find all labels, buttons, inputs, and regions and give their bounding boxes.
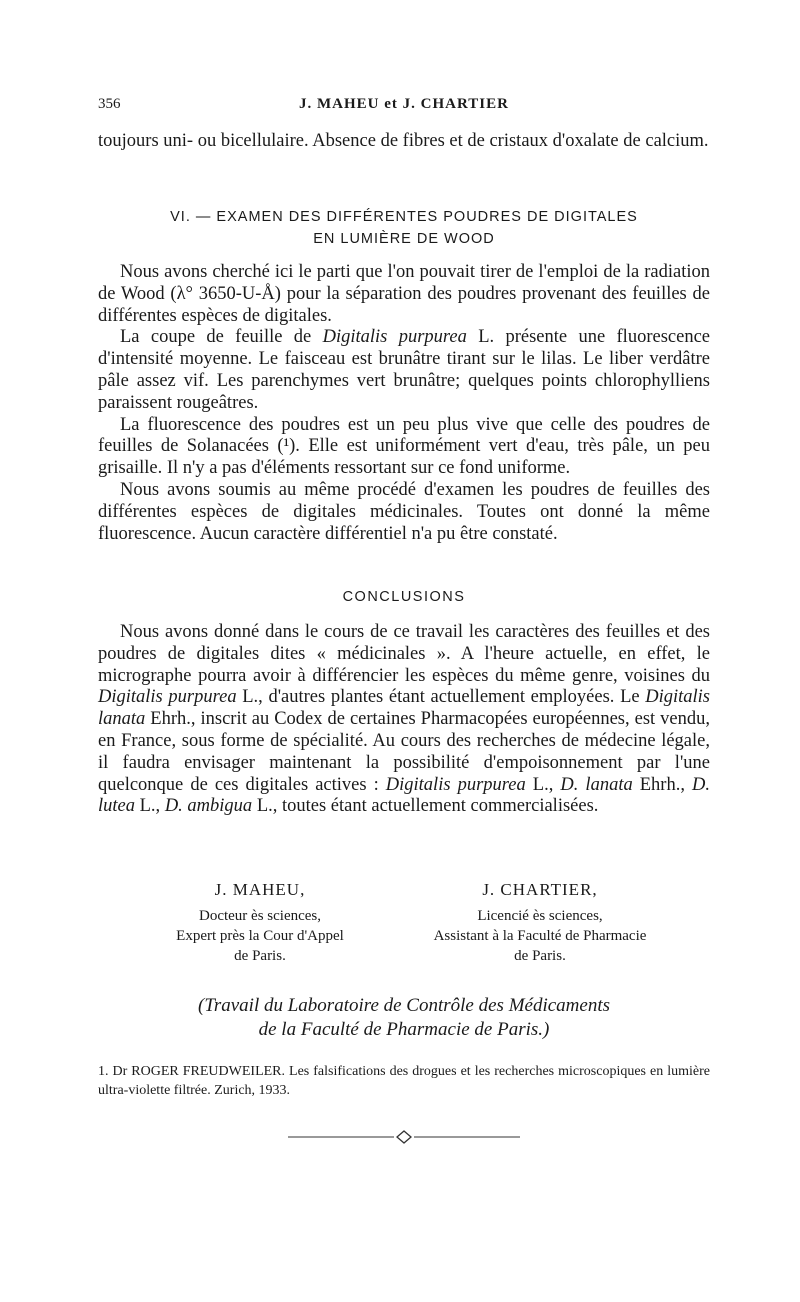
species-name: Digitalis purpurea (322, 327, 467, 348)
section-heading-line-1: VI. — EXAMEN DES DIFFÉRENTES POUDRES DE DIGITALES (170, 209, 638, 225)
signature-maheu (110, 880, 410, 966)
running-title: J. MAHEU et J. CHARTIER (299, 96, 509, 112)
author-title: Expert près la Cour d'Appel (176, 928, 344, 944)
paragraph-text: L. présente une fluorescence d'intensité moyenne. Le faisceau est brunâtre tirant sur le lilas. Le liber verdâtre pâle assez vif. Les parenchymes vert brunâtre; quelques points chlorophylliens paraissent rougeâtres. (98, 327, 710, 413)
species-name: D. lutea (98, 774, 711, 817)
author-name: J. CHARTIER, (482, 880, 598, 899)
conclusions-text: Ehrh., inscrit au Codex de certaines Pharmacopées européennes, est vendu, en France, sous forme de spécialité. Au cours des recherches de médecine légale, il faudra envisager maintenant la possibilité d'empoisonnement par l'une quelconque de ces digitales actives : (98, 709, 710, 795)
paragraph-text: La coupe de feuille de (120, 327, 323, 348)
footnote: 1. Dr ROGER FREUDWEILER. Les falsifications des drogues et les recherches microscopiques en lumière ultra-violette filtrée. Zurich, 1933. (98, 1064, 710, 1098)
paragraph-continuation (98, 131, 710, 153)
conclusions-text: L., (135, 796, 165, 817)
section-body (98, 262, 710, 545)
signature-chartier (390, 880, 690, 966)
author-name: J. MAHEU, (214, 880, 306, 899)
conclusions-text: Ehrh., (632, 774, 693, 795)
species-name: Digitalis purpurea (98, 687, 237, 708)
species-name: Digitalis lanata (98, 687, 710, 730)
species-name: D. ambigua (164, 796, 253, 817)
continuation-text: toujours uni- ou bicellulaire. Absence de fibres et de cristaux d'oxalate de calcium. (98, 131, 709, 151)
author-title: Assistant à la Faculté de Pharmacie (433, 928, 647, 944)
paragraph-same-fluorescence: Nous avons soumis au même procédé d'examen les poudres de feuilles des différentes espèces de digitales médicinales. Toutes ont donné la même fluorescence. Aucun caractère différentiel n'a pu être constaté. (98, 479, 710, 544)
conclusions-text: L., toutes étant actuellement commercialisées. (252, 796, 599, 817)
conclusions-paragraph (98, 622, 710, 818)
paragraph-powder-fluorescence: La fluorescence des poudres est un peu plus vive que celle des poudres de feuilles de Solanacées (¹). Elle est uniformément vert d'eau, très pâle, un peu grisaille. Il n'y a pas d'éléments ressortant sur ce fond uniforme. (98, 414, 710, 479)
laboratory-note-line-2: de la Faculté de Pharmacie de Paris.) (258, 1019, 550, 1040)
author-title: Licencié ès sciences, (477, 908, 603, 924)
conclusions-body (98, 622, 710, 818)
conclusions-text: Nous avons donné dans le cours de ce travail les caractères des feuilles et des poudres de digitales dites « médicinales ». A l'heure actuelle, en effet, le micrographe pourra avoir à différencier les espèces du même genre, voisines du (98, 622, 710, 686)
species-name: Digitalis purpurea (385, 774, 526, 795)
author-title: Docteur ès sciences, (198, 908, 322, 924)
paragraph-leaf-section (98, 327, 710, 414)
laboratory-note-line-1: (Travail du Laboratoire de Contrôle des Médicaments (198, 995, 610, 1016)
section-heading (98, 206, 710, 250)
conclusions-text: L., d'autres plantes étant actuellement employées. Le (236, 687, 646, 708)
author-title: de Paris. (514, 948, 566, 964)
species-name: D. lanata (560, 774, 633, 795)
laboratory-note (98, 994, 710, 1042)
page-number: 356 (98, 96, 121, 112)
conclusions-heading: CONCLUSIONS (342, 589, 466, 605)
end-ornament-icon (288, 1128, 520, 1146)
author-title: de Paris. (234, 948, 286, 964)
section-heading-line-2: EN LUMIÈRE DE WOOD (313, 231, 495, 247)
paragraph-wood-radiation: Nous avons cherché ici le parti que l'on pouvait tirer de l'emploi de la radiation de Wood (λ° 3650-U-Å) pour la séparation des poudres provenant des feuilles de différentes espèces de digitales. (98, 262, 710, 326)
running-header (98, 96, 710, 118)
conclusions-text: L., (525, 774, 561, 795)
